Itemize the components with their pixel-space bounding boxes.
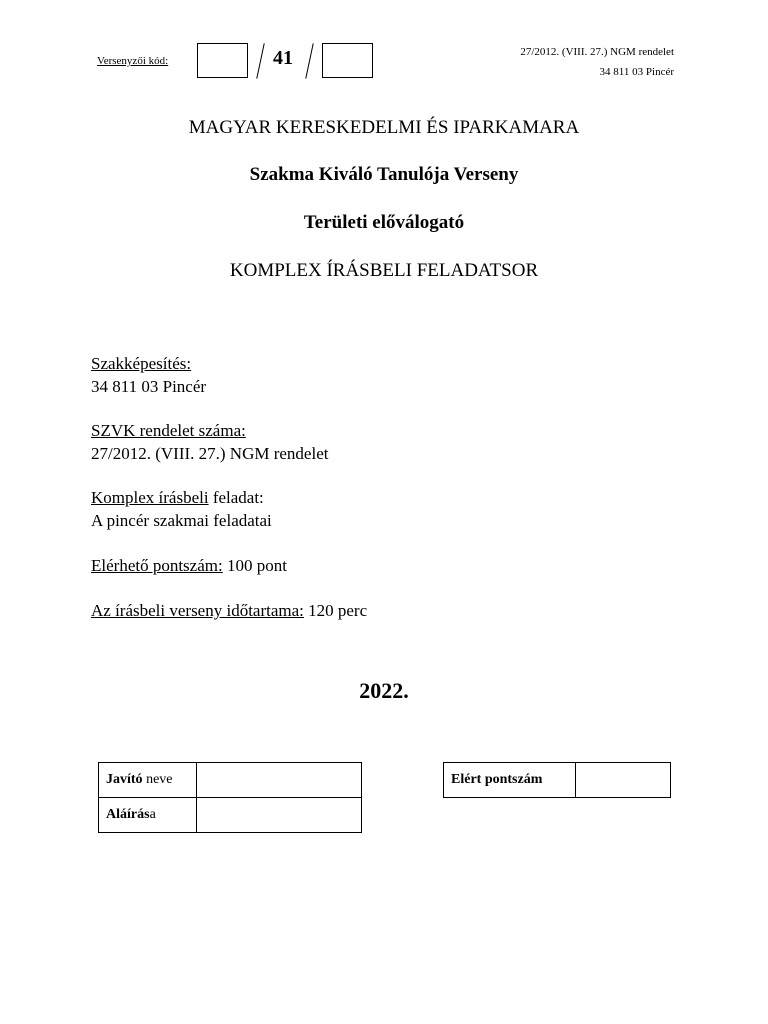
header-qualification: 34 811 03 Pincér xyxy=(599,66,674,78)
code-number: 41 xyxy=(273,47,293,69)
header-decree: 27/2012. (VIII. 27.) NGM rendelet xyxy=(520,46,674,58)
code-box-right[interactable] xyxy=(322,43,373,78)
signature-label-a: Aláírás xyxy=(106,807,150,822)
duration-value: 120 perc xyxy=(303,601,368,620)
signature-field[interactable] xyxy=(197,798,362,833)
grader-table xyxy=(98,762,362,833)
qualification-value: 34 811 03 Pincér xyxy=(91,377,207,396)
duration-line xyxy=(91,601,367,621)
task-set-title: KOMPLEX ÍRÁSBELI FELADATSOR xyxy=(229,260,539,281)
score-field[interactable] xyxy=(576,763,671,798)
points-value: 100 pont xyxy=(222,556,287,575)
round-title: Területi előválogató xyxy=(303,212,465,233)
task-value: A pincér szakmai feladatai xyxy=(91,511,272,530)
year: 2022. xyxy=(359,678,409,703)
code-separator-right xyxy=(305,43,313,78)
code-separator-left xyxy=(256,43,264,78)
points-label: Elérhető pontszám: xyxy=(91,556,223,575)
grader-name-label-b: neve xyxy=(142,772,173,787)
score-table xyxy=(443,762,671,798)
competitor-code-label: Versenyzői kód: xyxy=(97,55,169,67)
grader-name-label-a: Javító xyxy=(106,772,143,787)
decree-value: 27/2012. (VIII. 27.) NGM rendelet xyxy=(91,444,329,463)
duration-label: Az írásbeli verseny időtartama: xyxy=(91,601,304,620)
qualification-label: Szakképesítés: xyxy=(91,354,192,373)
task-label xyxy=(91,488,264,508)
decree-label: SZVK rendelet száma: xyxy=(91,421,246,440)
task-label-b: feladat: xyxy=(208,488,264,507)
signature-label-b: a xyxy=(149,807,156,822)
chamber-title: MAGYAR KERESKEDELMI ÉS IPARKAMARA xyxy=(188,117,580,138)
task-label-a: Komplex írásbeli xyxy=(91,488,209,507)
points-line xyxy=(91,556,287,576)
grader-name-label xyxy=(99,763,197,798)
competition-title: Szakma Kiváló Tanulója Verseny xyxy=(249,164,519,185)
code-box-left[interactable] xyxy=(197,43,248,78)
signature-label xyxy=(99,798,197,833)
score-label: Elért pontszám xyxy=(444,763,576,798)
grader-name-field[interactable] xyxy=(197,763,362,798)
